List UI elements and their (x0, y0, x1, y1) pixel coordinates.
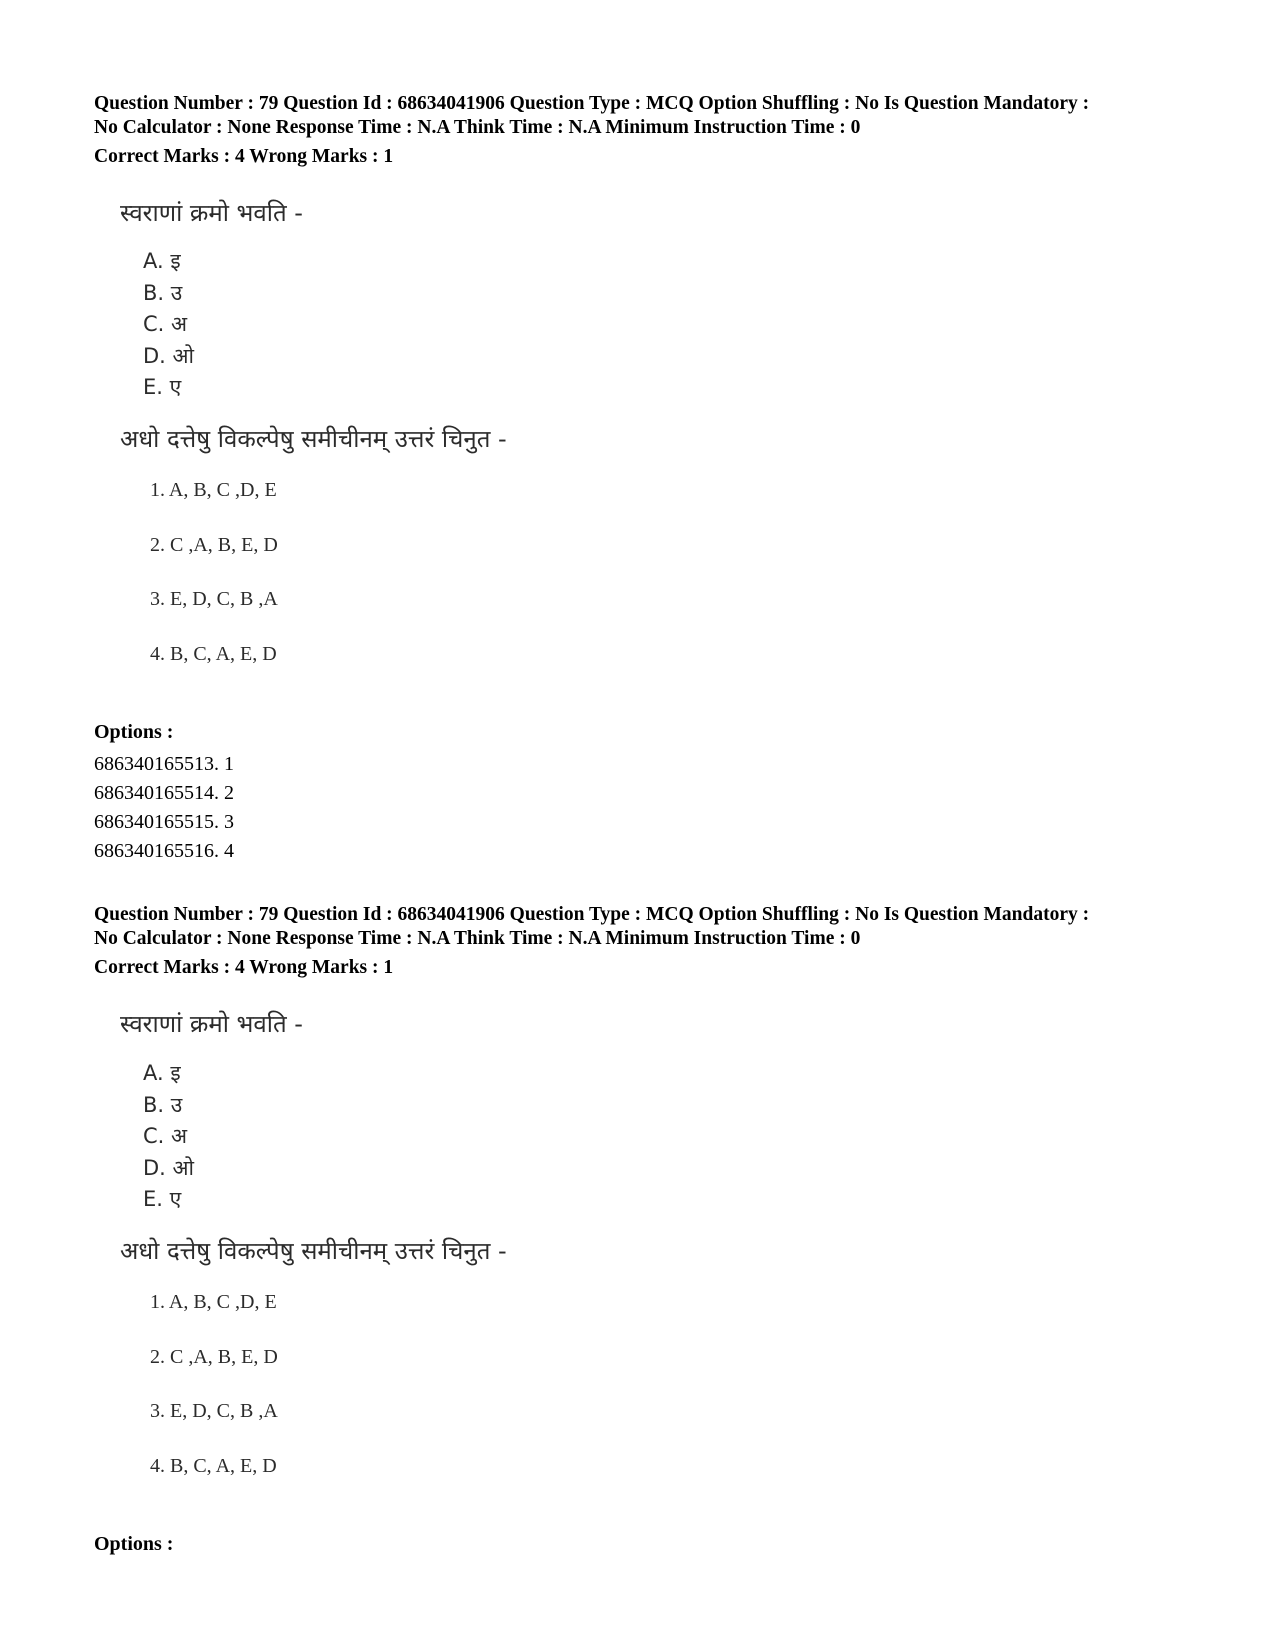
list-item: B. उ (143, 280, 183, 305)
choice-item: 2. C ,A, B, E, D (150, 533, 278, 556)
list-item: D. ओ (143, 1155, 195, 1180)
question-block (94, 903, 1204, 979)
list-item: E. ए (143, 375, 182, 399)
list-item: C. अ (143, 312, 188, 336)
item-list (143, 246, 194, 404)
choice-item: 4. B, C, A, E, D (150, 1454, 277, 1477)
options-label: Options : (94, 1533, 174, 1555)
question-stem: स्वराणां क्रमो भवति - (120, 199, 303, 227)
question-meta (94, 903, 1204, 950)
meta-line-1: Question Number : 79 Question Id : 68634041906 Question Type : MCQ Option Shuffling : No Is Question Mandatory : (94, 904, 1090, 925)
item-list (143, 1058, 194, 1216)
meta-line-2: No Calculator : None Response Time : N.A Think Time : N.A Minimum Instruction Time : 0 (94, 927, 861, 949)
list-item: B. उ (143, 1092, 183, 1117)
choice-item: 4. B, C, A, E, D (150, 642, 277, 665)
question-meta (94, 92, 1204, 139)
options-label: Options : (94, 721, 174, 743)
option-row: 686340165516. 4 (94, 840, 234, 862)
choice-item: 3. E, D, C, B ,A (150, 1400, 278, 1422)
choice-list (150, 479, 278, 697)
meta-line-1: Question Number : 79 Question Id : 68634041906 Question Type : MCQ Option Shuffling : No Is Question Mandatory : (94, 93, 1090, 114)
question-stem: स्वराणां क्रमो भवति - (120, 1010, 303, 1038)
choice-item: 1. A, B, C ,D, E (150, 1291, 277, 1313)
option-row: 686340165514. 2 (94, 782, 234, 804)
list-item: A. इ (143, 1061, 181, 1085)
choice-item: 3. E, D, C, B ,A (150, 588, 278, 610)
question-instruction: अधो दत्तेषु विकल्पेषु समीचीनम् उत्तरं चिनुत - (120, 425, 507, 453)
question-block (94, 92, 1204, 168)
option-row: 686340165513. 1 (94, 753, 234, 775)
list-item: A. इ (143, 249, 181, 273)
choice-item: 1. A, B, C ,D, E (150, 479, 277, 501)
choice-item: 2. C ,A, B, E, D (150, 1345, 278, 1368)
list-item: C. अ (143, 1124, 188, 1148)
choice-list (150, 1291, 278, 1509)
list-item: D. ओ (143, 343, 195, 368)
list-item: E. ए (143, 1187, 182, 1211)
marks-line: Correct Marks : 4 Wrong Marks : 1 (94, 957, 394, 978)
question-instruction: अधो दत्तेषु विकल्पेषु समीचीनम् उत्तरं चिनुत - (120, 1237, 507, 1265)
options-list (94, 750, 234, 866)
marks-line: Correct Marks : 4 Wrong Marks : 1 (94, 146, 394, 167)
meta-line-2: No Calculator : None Response Time : N.A Think Time : N.A Minimum Instruction Time : 0 (94, 116, 861, 138)
option-row: 686340165515. 3 (94, 811, 234, 833)
